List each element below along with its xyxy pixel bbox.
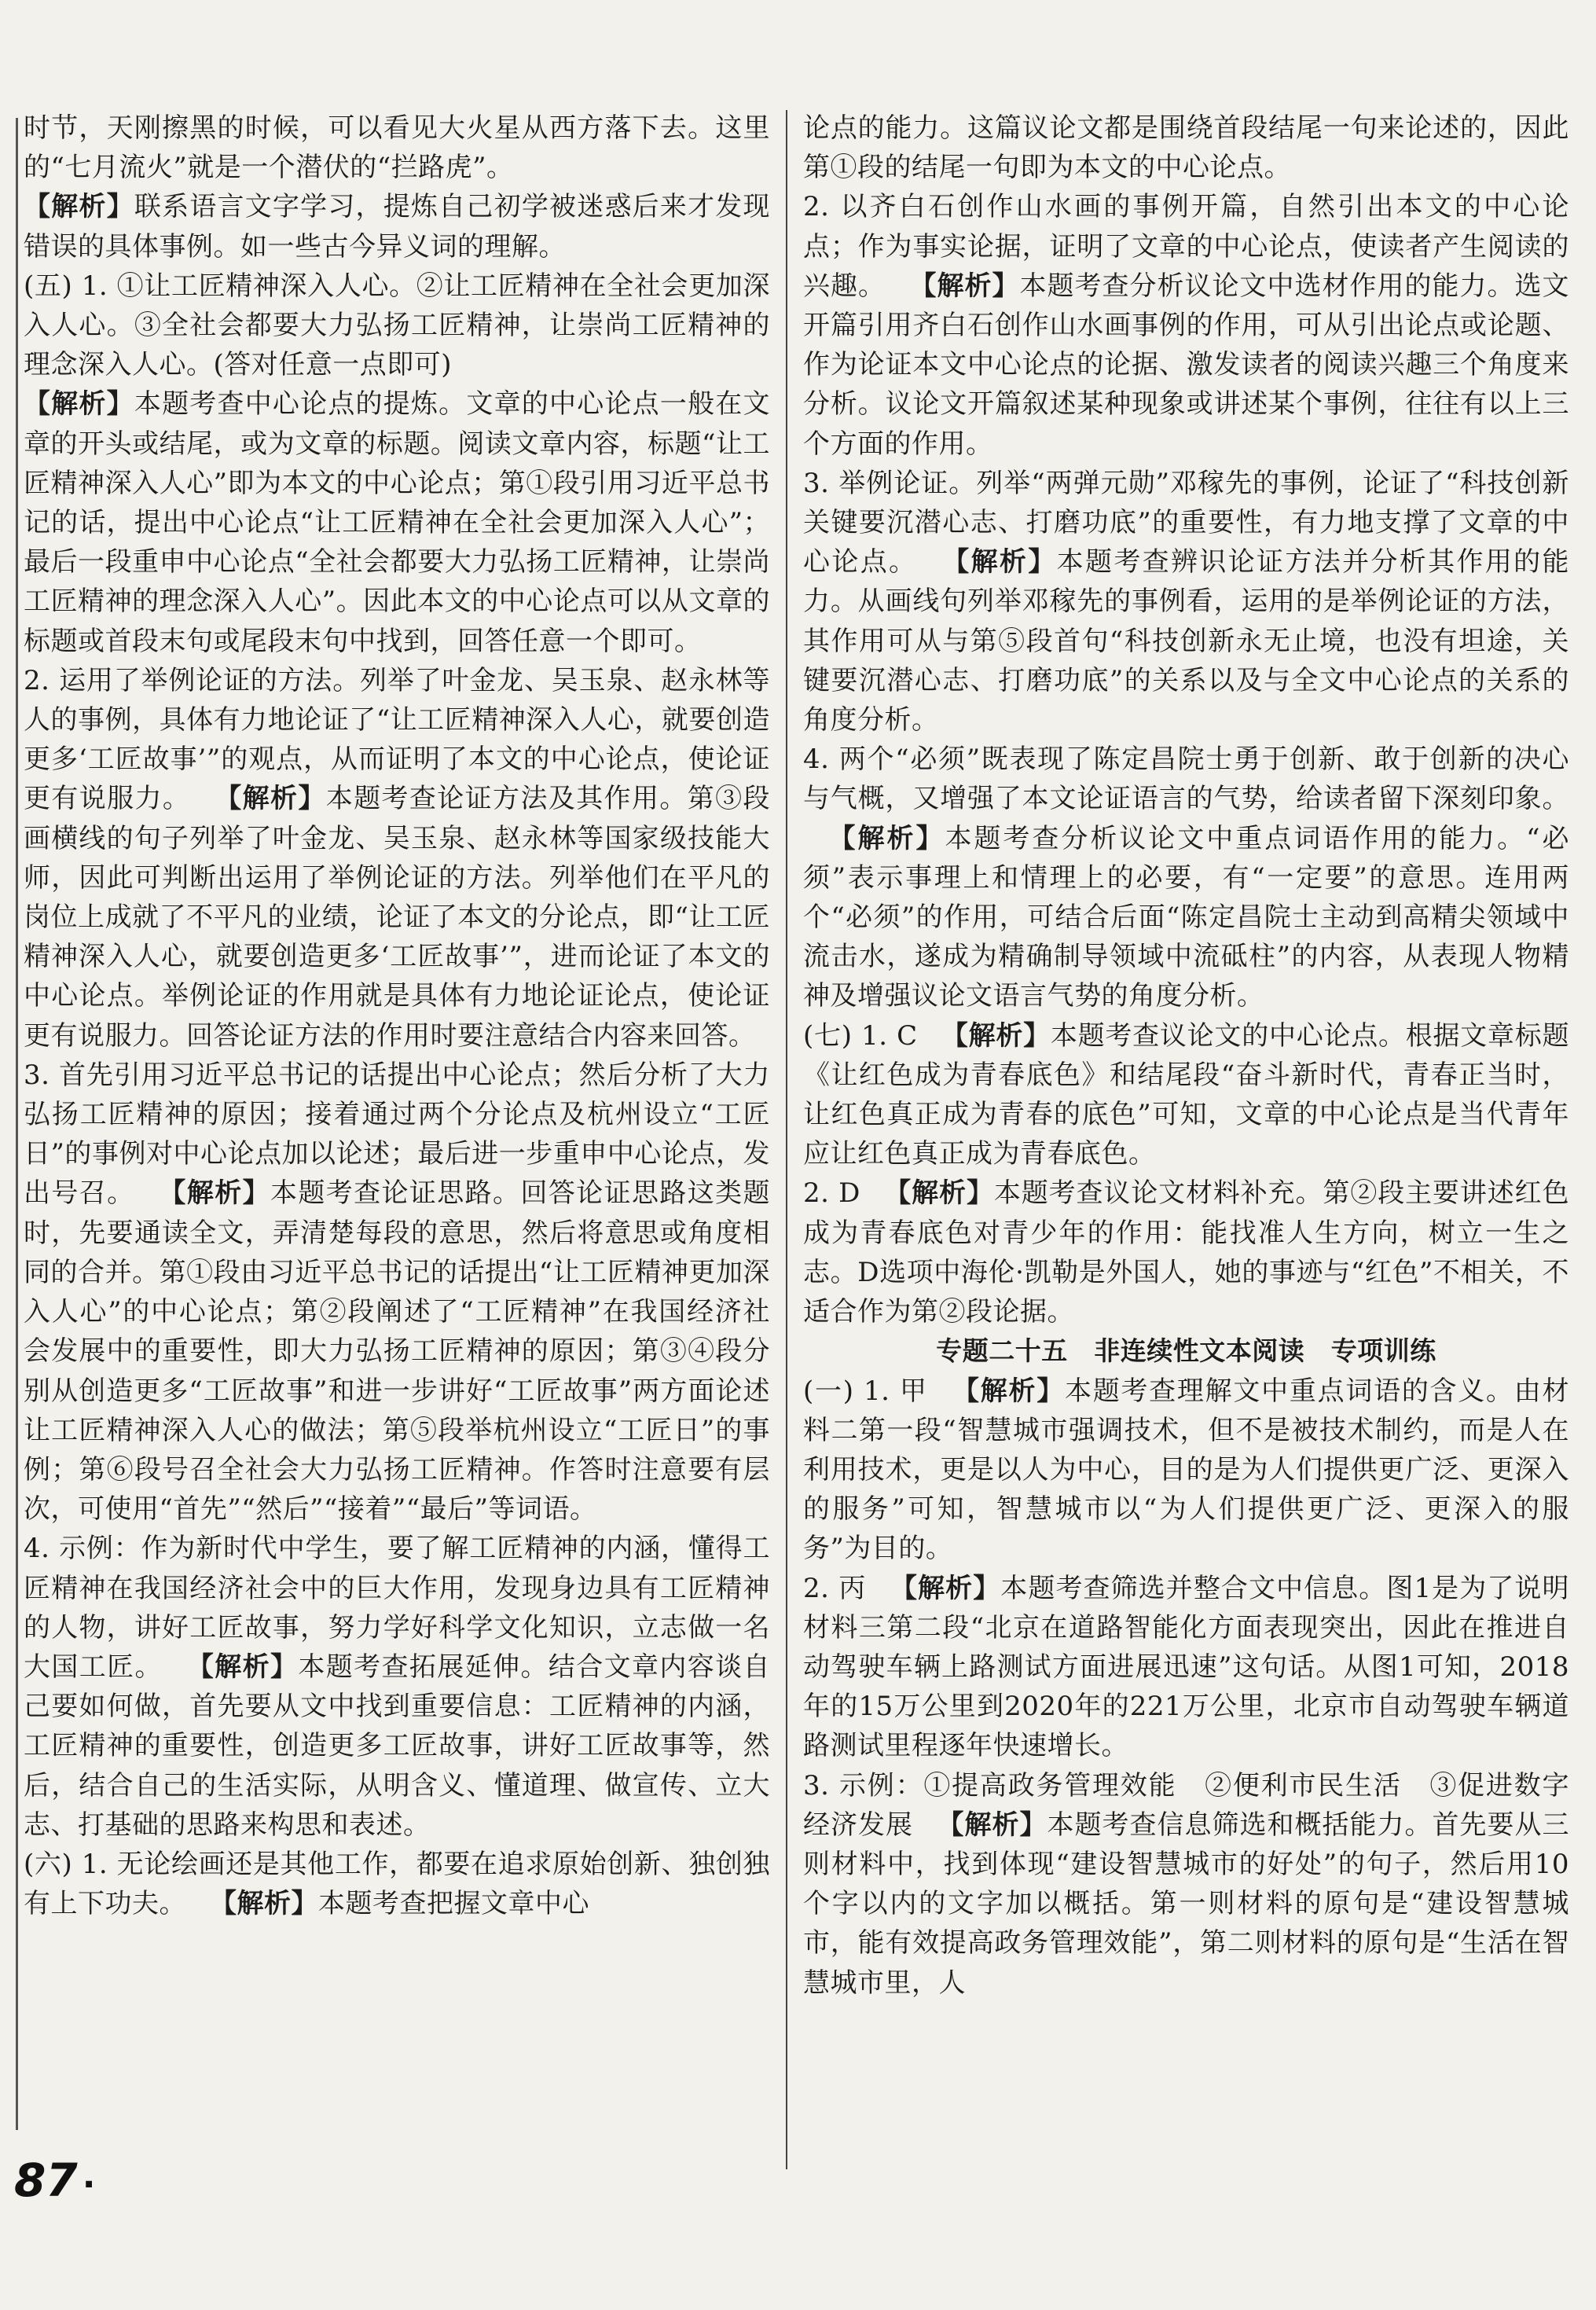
answer-paragraph <box>803 1766 1569 2003</box>
paragraph-text: 2. 运用了举例论证的方法。列举了叶金龙、吴玉泉、赵永林等人的事例，具体有力地论证了“让工匠精神深入人心，就要创造更多‘工匠故事’”的观点，从而证明了本文的中心论点，使论证更有说服力。 <box>24 664 770 815</box>
answer-paragraph <box>803 740 1569 1015</box>
analysis-text: 本题考查论证思路。回答论证思路这类题时，先要通读全文，弄清楚每段的意思，然后将意思或角度相同的合并。第①段由习近平总书记的话提出“让工匠精神更加深入人心”的中心论点；第②段阐述了“工匠精神”在我国经济社会发展中的重要性，即大力弘扬工匠精神的原因；第③④段分别从创造更多“工匠故事”和进一步讲好“工匠故事”两方面论述让工匠精神深入人心的做法；第⑤段举杭州设立“工匠日”的事例；第⑥段号召全社会大力弘扬工匠精神。作答时注意要有层次，可使用“首先”“然后”“接着”“最后”等词语。 <box>24 1177 771 1526</box>
answer-paragraph <box>803 1173 1569 1331</box>
answer-paragraph <box>803 108 1569 187</box>
analysis-text: 本题考查理解文中重点词语的含义。由材料二第一段“智慧城市强调技术，但不是被技术制约，而是人在利用技术，更是以人为中心，目的是为人们提供更广泛、更深入的服务”可知，智慧城市以“为人们提供更广泛、更深入的服务”为目的。 <box>803 1375 1570 1565</box>
analysis-tag: 【解析】 <box>941 546 1057 578</box>
paragraph-text: (七) 1. C <box>803 1019 918 1052</box>
paragraph-text: 2. 丙 <box>803 1572 867 1604</box>
analysis-text: 本题考查筛选并整合文中信息。图1是为了说明材料三第二段“北京在道路智能化方面表现突出，因此在推进自动驾驶车辆上路测试方面进展迅速”这句话。从图1可知，2018年的15万公里到2020年的221万公里，北京市自动驾驶车辆道路测试里程逐年快速增长。 <box>803 1572 1569 1762</box>
paragraph-text: 4. 示例：作为新时代中学生，要了解工匠精神的内涵，懂得工匠精神在我国经济社会中的巨大作用，发现身边具有工匠精神的人物，讲好工匠故事，努力学好科学文化知识，立志做一名大国工匠。 <box>24 1533 770 1683</box>
answer-paragraph <box>803 187 1569 463</box>
answer-paragraph <box>24 661 770 1056</box>
paragraph-text: 3. 示例：①提高政务管理效能 ②便利市民生活 ③促进数字经济发展 <box>803 1769 1569 1841</box>
section-heading: 专题二十五 非连续性文本阅读 专项训练 <box>936 1335 1436 1367</box>
answer-paragraph <box>24 187 770 266</box>
analysis-text: 本题考查拓展延伸。结合文章内容谈自己要如何做，首先要从文中找到重要信息：工匠精神的内涵，工匠精神的重要性，创造更多工匠故事，讲好工匠故事等，然后，结合自己的生活实际，从明含义、懂道理、做宣传、立大志、打基础的思路来构思和表述。 <box>24 1651 771 1841</box>
paragraph-text: 2. 以齐白石创作山水画的事例开篇，自然引出本文的中心论点；作为事实论据，证明了文章的中心论点，使读者产生阅读的兴趣。 <box>803 191 1569 302</box>
paragraph-text: 2. D <box>803 1177 860 1210</box>
analysis-tag: 【解析】 <box>951 1375 1065 1407</box>
answer-paragraph <box>24 108 770 187</box>
analysis-text: 本题考查分析议论文中选材作用的能力。选文开篇引用齐白石创作山水画事例的作用，可从引出论点或论题、作为论证本文中心论点的论据、激发读者的阅读兴趣三个角度来分析。议论文开篇叙述某种现象或讲述某个事例，往往有以上三个方面的作用。 <box>803 270 1569 460</box>
analysis-text: 本题考查把握文章中心 <box>318 1888 589 1920</box>
analysis-text: 本题考查议论文材料补充。第②段主要讲述红色成为青春底色对青少年的作用：能找准人生方向，树立一生之志。D选项中海伦·凯勒是外国人，她的事迹与“红色”不相关，不适合作为第②段论据。 <box>803 1177 1570 1328</box>
paragraph-text: 本题考查中心论点的提炼。文章的中心论点一般在文章的开头或结尾，或为文章的标题。阅读文章内容，标题“让工匠精神深入人心”即为本文的中心论点；第①段引用习近平总书记的话，提出中心论点“让工匠精神在全社会更加深入人心”；最后一段重申中心论点“全社会都要大力弘扬工匠精神，让崇尚工匠精神的理念深入人心”。因此本文的中心论点可以从文章的标题或首段末句或尾段末句中找到，回答任意一个即可。 <box>24 388 771 657</box>
analysis-tag: 【解析】 <box>909 270 1020 302</box>
column-divider <box>786 110 787 2169</box>
answer-paragraph <box>24 384 770 660</box>
analysis-tag: 【解析】 <box>827 822 945 854</box>
paragraph-text: 时节，天刚擦黑的时候，可以看见大火星从西方落下去。这里的“七月流火”就是一个潜伏的“拦路虎”。 <box>24 112 770 184</box>
analysis-tag: 【解析】 <box>210 1888 318 1920</box>
analysis-tag: 【解析】 <box>937 1809 1047 1841</box>
analysis-text: 本题考查议论文的中心论点。根据文章标题《让红色成为青春底色》和结尾段“奋斗新时代，青春正当时，让红色真正成为青春的底色”可知，文章的中心论点是当代青年应让红色真正成为青春底色。 <box>803 1019 1569 1170</box>
analysis-tag: 【解析】 <box>185 1651 299 1683</box>
analysis-tag: 【解析】 <box>24 191 134 223</box>
answer-paragraph <box>803 1372 1569 1569</box>
page-number-dot: · <box>82 2165 96 2205</box>
analysis-tag: 【解析】 <box>883 1177 994 1210</box>
analysis-text: 本题考查信息筛选和概括能力。首先要从三则材料中，找到体现“建设智慧城市的好处”的句子，然后用10个字以内的文字加以概括。第一则材料的原句是“建设智慧城市，能有效提高政务管理效能”，第二则材料的原句是“生活在智慧城市里，人 <box>803 1809 1569 1999</box>
paragraph-text: (一) 1. 甲 <box>803 1375 928 1407</box>
paragraph-text: 3. 首先引用习近平总书记的话提出中心论点；然后分析了大力弘扬工匠精神的原因；接着通过两个分论点及杭州设立“工匠日”的事例对中心论点加以论述；最后进一步重申中心论点，发出号召。 <box>24 1059 770 1210</box>
answer-paragraph <box>803 1569 1569 1766</box>
answer-paragraph <box>24 1845 770 1923</box>
right-column <box>803 108 1569 2003</box>
analysis-text: 本题考查辨识论证方法并分析其作用的能力。从画线句列举邓稼先的事例看，运用的是举例论证的方法，其作用可从与第⑤段首句“科技创新永无止境，也没有坦途，关键要沉潜心志、打磨功底”的关系以及与全文中心论点的关系的角度分析。 <box>803 546 1570 736</box>
paragraph-text: 联系语言文字学习，提炼自己初学被迷惑后来才发现错误的具体事例。如一些古今异义词的理解。 <box>24 191 771 263</box>
analysis-tag: 【解析】 <box>941 1019 1051 1052</box>
analysis-text: 本题考查论证方法及其作用。第③段画横线的句子列举了叶金龙、吴玉泉、赵永林等国家级技能大师，因此可判断出运用了举例论证的方法。列举他们在平凡的岗位上成就了不平凡的业绩，论证了本文的分论点，即“让工匠精神深入人心，就要创造更多‘工匠故事’”，进而论证了本文的中心论点。举例论证的作用就是具体有力地论证论点，使论证更有说服力。回答论证方法的作用时要注意结合内容来回答。 <box>24 783 771 1052</box>
answer-paragraph <box>24 1529 770 1845</box>
analysis-tag: 【解析】 <box>214 783 326 815</box>
paragraph-text: 4. 两个“必须”既表现了陈定昌院士勇于创新、敢于创新的决心与气概，又增强了本文论证语言的气势，给读者留下深刻印象。 <box>803 744 1569 815</box>
answer-paragraph <box>24 1056 770 1529</box>
left-column <box>24 108 770 1923</box>
analysis-text: 本题考查分析议论文中重点词语作用的能力。“必须”表示事理上和情理上的必要，有“一定要”的意思。连用两个“必须”的作用，可结合后面“陈定昌院士主动到高精尖领域中流击水，遂成为精确制导领域中流砥柱”的内容，从表现人物精神及增强议论文语言气势的角度分析。 <box>803 822 1570 1012</box>
page-number <box>14 2154 96 2207</box>
answer-paragraph <box>803 464 1569 740</box>
left-margin-rule <box>16 118 18 2130</box>
paragraph-text: 3. 举例论证。列举“两弹元勋”邓稼先的事例，论证了“科技创新关键要沉潜心志、打磨功底”的重要性，有力地支撑了文章的中心论点。 <box>803 467 1569 578</box>
paragraph-text: (六) 1. 无论绘画还是其他工作，都要在追求原始创新、独创独有上下功夫。 <box>24 1848 770 1920</box>
paragraph-text: (五) 1. ①让工匠精神深入人心。②让工匠精神在全社会更加深入人心。③全社会都要大力弘扬工匠精神，让崇尚工匠精神的理念深入人心。(答对任意一点即可) <box>24 270 770 381</box>
analysis-tag: 【解析】 <box>158 1177 270 1210</box>
answer-paragraph <box>24 266 770 385</box>
answer-paragraph <box>803 1016 1569 1174</box>
analysis-tag: 【解析】 <box>24 388 134 421</box>
analysis-tag: 【解析】 <box>890 1572 1001 1604</box>
paragraph-text: 论点的能力。这篇议论文都是围绕首段结尾一句来论述的，因此第①段的结尾一句即为本文的中心论点。 <box>803 112 1569 184</box>
page-number-text: 87 <box>14 2154 78 2207</box>
